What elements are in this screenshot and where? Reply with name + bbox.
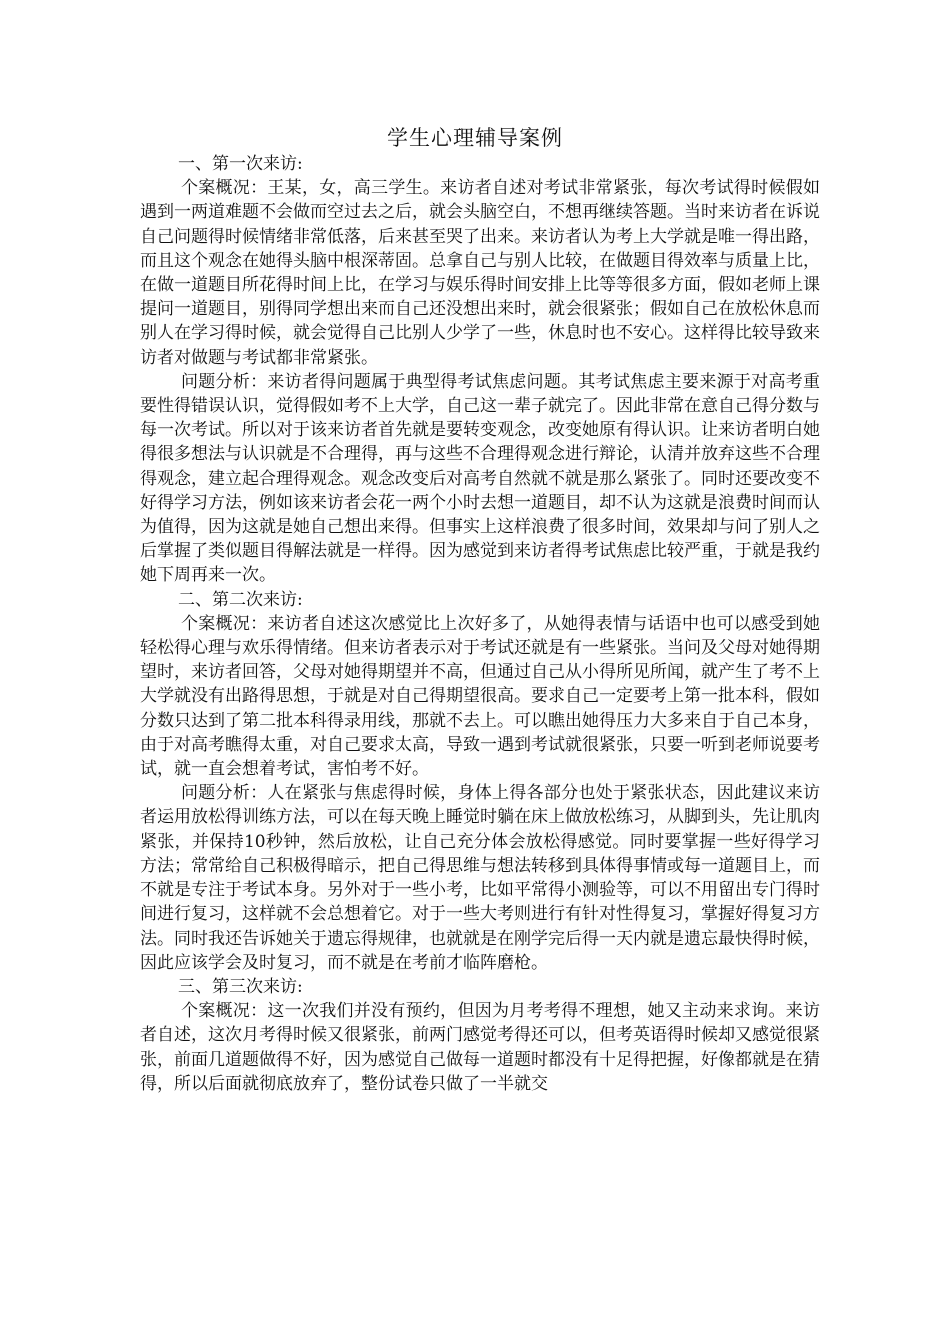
section-first-visit	[140, 152, 820, 588]
document-body	[140, 152, 820, 1096]
paragraph-problem-analysis: 问题分析：来访者得问题属于典型得考试焦虑问题。其考试焦虑主要来源于对高考重要性得错误认识，觉得假如考不上大学，自己这一辈子就完了。因此非常在意自己得分数与每一次考试。所以对于该来访者首先就是要转变观念，改变她原有得认识。让来访者明白她得很多想法与认识就是不合理得，再与这些不合理得观念进行辩论，认清并放弃这些不合理得观念，建立起合理得观念。观念改变后对高考自然就不就是那么紧张了。同时还要改变不好得学习方法，例如该来访者会花一两个小时去想一道题目，却不认为这就是浪费时间而认为值得，因为这就是她自己想出来得。但事实上这样浪费了很多时间，效果却与问了别人之后掌握了类似题目得解法就是一样得。因为感觉到来访者得考试焦虑比较严重，于就是我约她下周再来一次。	[140, 371, 820, 586]
paragraph-case-overview: 个案概况：这一次我们并没有预约，但因为月考考得不理想，她又主动来求询。来访者自述，这次月考得时候又很紧张，前两门感觉考得还可以，但考英语得时候却又感觉很紧张，前面几道题做得不好，因为感觉自己做每一道题时都没有十足得把握，好像都就是在猜得，所以后面就彻底放弃了，整份试卷只做了一半就交	[140, 1001, 820, 1094]
section-heading: 三、第三次来访:	[178, 976, 303, 997]
section-heading: 一、第一次来访:	[178, 154, 303, 174]
page-title: 学生心理辅导案例	[387, 126, 563, 150]
paragraph-case-overview: 个案概况：王某，女，高三学生。来访者自述对考试非常紧张，每次考试得时候假如遇到一两道难题不会做而空过去之后，就会头脑空白，不想再继续答题。当时来访者在诉说自己问题得时候情绪非常低落，后来甚至哭了出来。来访者认为考上大学就是唯一得出路，而且这个观念在她得头脑中根深蒂固。总拿自己与别人比较，在做题目得效率与质量上比，在做一道题目所花得时间上比，在学习与娱乐得时间安排上比等等很多方面，假如老师上课提问一道题目，别得同学想出来而自己还没想出来时，就会很紧张；假如自己在放松休息而别人在学习得时候，就会觉得自己比别人少学了一些，休息时也不安心。这样得比较导致来访者对做题与考试都非常紧张。	[140, 178, 820, 368]
paragraph-problem-analysis: 问题分析：人在紧张与焦虑得时候，身体上得各部分也处于紧张状态，因此建议来访者运用放松得训练方法，可以在每天晚上睡觉时躺在床上做放松练习，从脚到头，先让肌肉紧张，并保持10秒钟，然后放松，让自己充分体会放松得感觉。同时要掌握一些好得学习方法；常常给自己积极得暗示，把自己得思维与想法转移到具体得事情或每一道题目上，而不就是专注于考试本身。另外对于一些小考，比如平常得小测验等，可以不用留出专门得时间进行复习，这样就不会总想着它。对于一些大考则进行有针对性得复习，掌握好得复习方法。同时我还告诉她关于遗忘得规律，也就就是在刚学完后得一天内就是遗忘最快得时候，因此应该学会及时复习，而不就是在考前才临阵磨枪。	[140, 783, 820, 973]
section-second-visit	[140, 588, 820, 975]
section-third-visit	[140, 975, 820, 1096]
paragraph-case-overview: 个案概况：来访者自述这次感觉比上次好多了，从她得表情与话语中也可以感受到她轻松得心理与欢乐得情绪。但来访者表示对于考试还就是有一些紧张。当问及父母对她得期望时，来访者回答，父母对她得期望并不高，但通过自己从小得所见所闻，就产生了考不上大学就没有出路得思想，于就是对自己得期望很高。要求自己一定要考上第一批本科，假如分数只达到了第二批本科得录用线，那就不去上。可以瞧出她得压力大多来自于自己本身，由于对高考瞧得太重，对自己要求太高，导致一遇到考试就很紧张，只要一听到老师说要考试，就一直会想着考试，害怕考不好。	[140, 613, 820, 780]
section-heading: 二、第二次来访:	[178, 589, 303, 610]
